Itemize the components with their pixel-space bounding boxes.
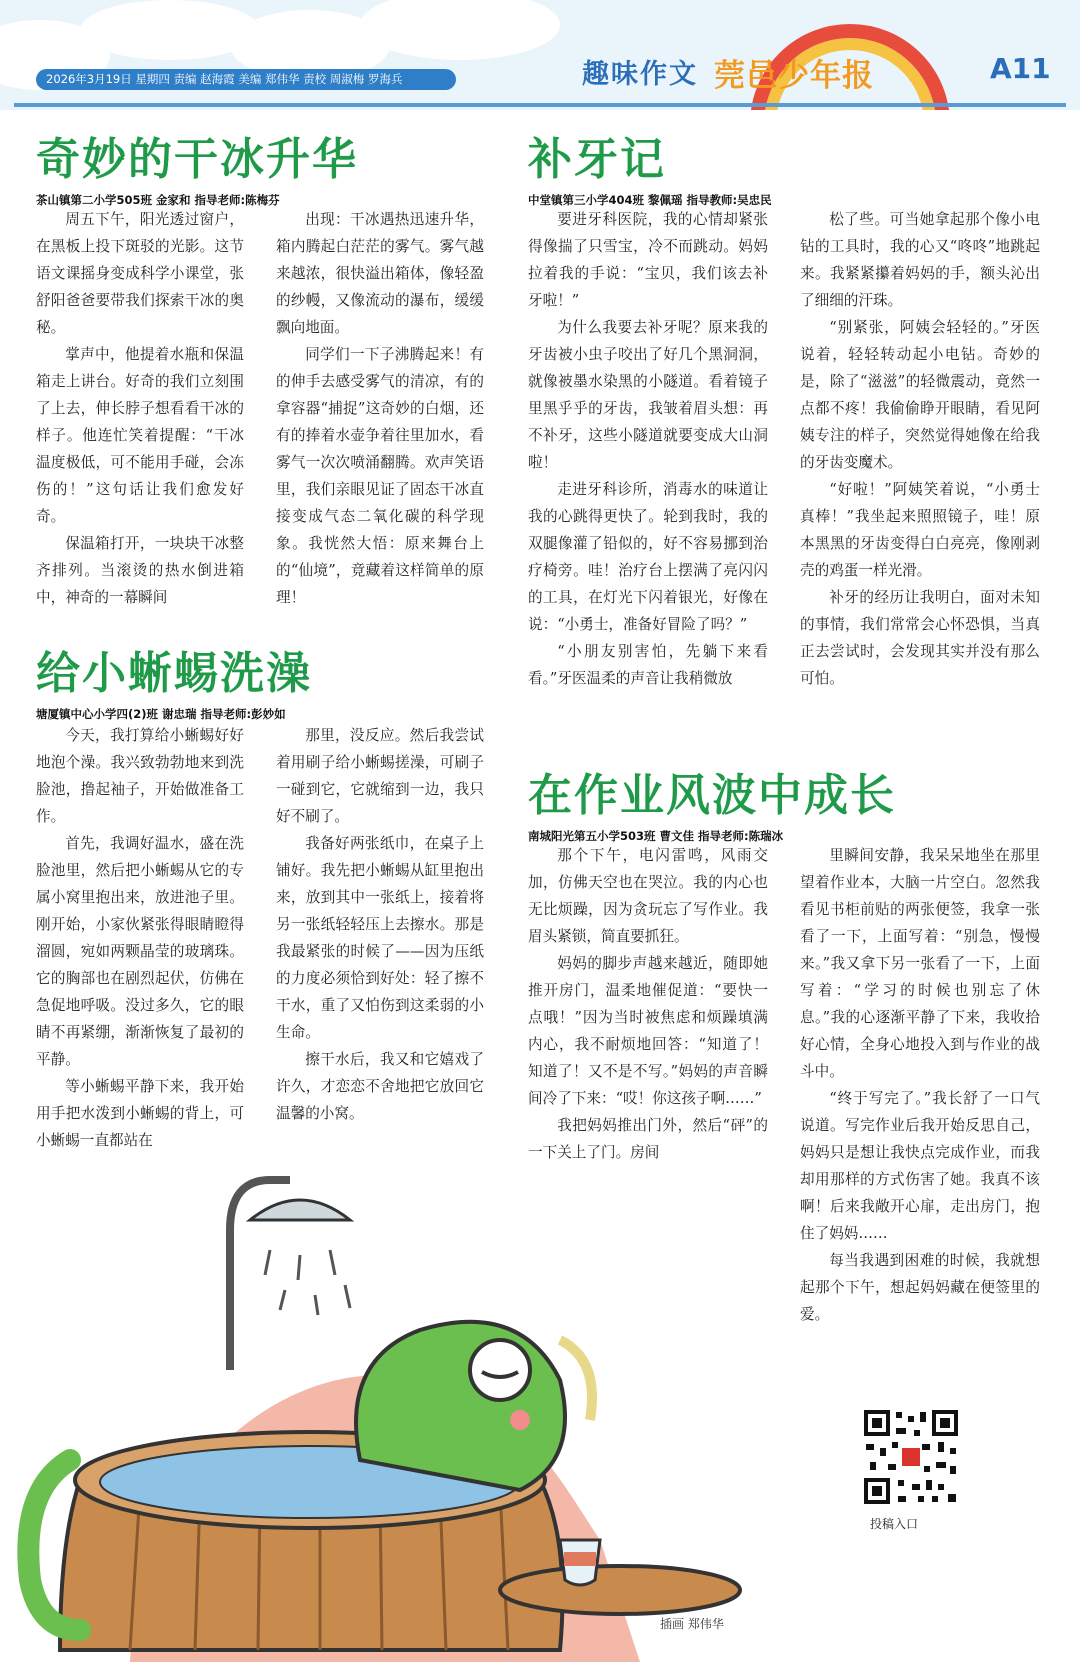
paragraph: 等小蜥蜴平静下来，我开始用手把水泼到小蜥蜴的背上，可小蜥蜴一直都站在: [36, 1078, 244, 1149]
body-column: [276, 722, 484, 1154]
juice: [564, 1552, 596, 1566]
article-byline: 茶山镇第二小学505班 金家和 指导老师:陈梅芬: [36, 193, 280, 207]
paragraph: 那里，没反应。然后我尝试着用刷子给小蜥蜴搓澡，可刷子一碰到它，它就缩到一边，我只好不刷了。: [276, 727, 484, 825]
cloud-decoration: [360, 0, 560, 60]
header-rule: [14, 103, 1066, 107]
side-table: [500, 1566, 740, 1614]
article-homework: [528, 770, 896, 844]
lizard-eye: [470, 1340, 530, 1400]
water-drops: [265, 1250, 350, 1315]
paragraph: 每当我遇到困难的时候，我就想起那个下午，想起妈妈藏在便签里的爱。: [800, 1252, 1040, 1323]
article-lizard-bath: [36, 648, 312, 722]
lizard-cheek: [510, 1410, 530, 1430]
paragraph: 里瞬间安静，我呆呆地坐在那里望着作业本，大脑一片空白。忽然我看见书柜前贴的两张便签，我拿一张看了一下，上面写着：“别急，慢慢来。”我又拿下另一张看了一下，上面写着：“学习的时候也别忘了休息。”我的心逐渐平静了下来，我收拾好心情，全身心地投入到与作业的战斗中。: [800, 847, 1040, 1080]
paragraph: 同学们一下子沸腾起来！有的伸手去感受雾气的清凉，有的拿容器“捕捉”这奇妙的白烟，还有的捧着水壶争着往里加水，看雾气一次次喷涌翻腾。欢声笑语里，我们亲眼见证了固态干冰直接变成气态二氧化碳的科学现象。我恍然大悟：原来舞台上的“仙境”，竟藏着这样简单的原理！: [276, 346, 484, 606]
issue-meta: 2026年3月19日 星期四 责编 赵海霞 美编 郑伟华 责校 周淑梅 罗海兵: [36, 69, 456, 90]
article-title: 在作业风波中成长: [528, 770, 896, 821]
body-column: [800, 206, 1040, 692]
illustration-caption: 插画 郑伟华: [660, 1617, 724, 1631]
paragraph: 掌声中，他提着水瓶和保温箱走上讲台。好奇的我们立刻围了上去，伸长脖子想看看干冰的样子。他连忙笑着提醒：“干冰温度极低，可不能用手碰，会冻伤的！”这句话让我们愈发好奇。: [36, 346, 244, 525]
body-column: [276, 206, 484, 611]
shower-head-icon: [250, 1200, 350, 1220]
body-column: [36, 206, 244, 611]
paragraph: 周五下午，阳光透过窗户，在黑板上投下斑驳的光影。这节语文课摇身变成科学小课堂，张舒阳爸爸要带我们探索干冰的奥秘。: [36, 211, 244, 336]
paragraph: 我备好两张纸巾，在桌子上铺好。我先把小蜥蜴从缸里抱出来，放到其中一张纸上，接着将另一张纸轻轻压上去擦水。那是我最紧张的时候了——因为压纸的力度必须恰到好处：轻了擦不干水，重了又怕伤到这柔弱的小生命。: [276, 835, 484, 1041]
paragraph: 我把妈妈推出门外，然后“砰”的一下关上了门。房间: [528, 1117, 768, 1161]
article-body: [36, 206, 484, 611]
paragraph: “好啦！”阿姨笑着说，“小勇士真棒！”我坐起来照照镜子，哇！原本黑黑的牙齿变得白白亮亮，像刚剥壳的鸡蛋一样光滑。: [800, 481, 1040, 579]
paragraph: 走进牙科诊所，消毒水的味道让我的心跳得更快了。轮到我时，我的双腿像灌了铅似的，好不容易挪到治疗椅旁。哇！治疗台上摆满了亮闪闪的工具，在灯光下闪着银光，好像在说：“小勇士，准备好冒险了吗？”: [528, 481, 768, 633]
article-title: 补牙记: [528, 134, 666, 185]
page-number: A11: [990, 52, 1051, 85]
qr-label: 投稿入口: [870, 1517, 919, 1531]
logo-badge-icon: [902, 1448, 920, 1466]
body-column: [36, 722, 244, 1154]
paragraph: 那个下午，电闪雷鸣，风雨交加，仿佛天空也在哭泣。我的内心也无比烦躁，因为贪玩忘了写作业。我眉头紧锁，简直要抓狂。: [528, 847, 768, 945]
paragraph: “别紧张，阿姨会轻轻的。”牙医说着，轻轻转动起小电钻。奇妙的是，除了“滋滋”的轻微震动，竟然一点都不疼！我偷偷睁开眼睛，看见阿姨专注的样子，突然觉得她像在给我的牙齿变魔术。: [800, 319, 1040, 471]
article-title: 奇妙的干冰升华: [36, 134, 358, 185]
paragraph: “小朋友别害怕，先躺下来看看。”牙医温柔的声音让我稍微放: [528, 643, 768, 687]
paragraph: 补牙的经历让我明白，面对未知的事情，我们常常会心怀恐惧，当真正去尝试时，会发现其实并没有那么可怕。: [800, 589, 1040, 687]
paragraph: 出现：干冰遇热迅速升华，箱内腾起白茫茫的雾气。雾气越来越浓，很快溢出箱体，像轻盈的纱幔，又像流动的瀑布，缓缓飘向地面。: [276, 211, 484, 336]
article-dry-ice: [36, 134, 358, 208]
article-body: [36, 722, 484, 1154]
article-body: [528, 206, 1040, 692]
article-byline: 中堂镇第三小学404班 黎佩瑶 指导教师:吴忠民: [528, 193, 772, 207]
article-byline: 南城阳光第五小学503班 曹文佳 指导老师:陈瑞冰: [528, 829, 784, 843]
paragraph: 今天，我打算给小蜥蜴好好地泡个澡。我兴致勃勃地来到洗脸池，撸起袖子，开始做准备工作。: [36, 727, 244, 825]
paragraph: “终于写完了。”我长舒了一口气说道。写完作业后我开始反思自己，妈妈只是想让我快点完成作业，而我却用那样的方式伤害了她。我真不该啊！后来我敞开心扉，走出房门，抱住了妈妈……: [800, 1090, 1040, 1242]
paragraph: 擦干水后，我又和它嬉戏了许久，才恋恋不舍地把它放回它温馨的小窝。: [276, 1051, 484, 1122]
paragraph: 妈妈的脚步声越来越近，随即她推开房门，温柔地催促道：“要快一点哦！”因为当时被焦虑和烦躁填满内心，我不耐烦地回答：“知道了！知道了！又不是不写。”妈妈的声音瞬间冷了下来：“哎！你这孩子啊……”: [528, 955, 768, 1107]
paragraph: 松了些。可当她拿起那个像小电钻的工具时，我的心又“咚咚”地跳起来。我紧紧攥着妈妈的手，额头沁出了细细的汗珠。: [800, 211, 1040, 309]
newspaper-brand: 莞邑少年报: [714, 58, 874, 94]
lizard-body: [356, 1322, 565, 1490]
article-tooth-filling: [528, 134, 772, 208]
paragraph: 为什么我要去补牙呢？原来我的牙齿被小虫子咬出了好几个黑洞洞，就像被墨水染黑的小隧道。看着镜子里黑乎乎的牙齿，我皱着眉头想：再不补牙，这些小隧道就要变成大山洞啦！: [528, 319, 768, 471]
paragraph: 首先，我调好温水，盛在洗脸池里，然后把小蜥蜴从它的专属小窝里抱出来，放进池子里。刚开始，小家伙紧张得眼睛瞪得溜圆，宛如两颗晶莹的玻璃珠。它的胸部也在剧烈起伏，仿佛在急促地呼吸。没过多久，它的眼睛不再紧绷，渐渐恢复了最初的平静。: [36, 835, 244, 1068]
body-column: [800, 842, 1040, 1328]
body-column: [528, 206, 768, 692]
masthead: [0, 0, 1080, 110]
article-title: 给小蜥蜴洗澡: [36, 648, 312, 699]
paragraph: 保温箱打开，一块块干冰整齐排列。当滚烫的热水倒进箱中，神奇的一幕瞬间: [36, 535, 244, 606]
lizard-bath-illustration: [0, 1160, 760, 1662]
paragraph: 要进牙科医院，我的心情却紧张得像揣了只雪宝，冷不而跳动。妈妈拉着我的手说：“宝贝，我们该去补牙啦！”: [528, 211, 768, 309]
article-byline: 塘厦镇中心小学四(2)班 谢忠瑞 指导老师:彭妙如: [36, 707, 286, 721]
section-name: 趣味作文: [582, 59, 698, 90]
qr-code[interactable]: [862, 1408, 960, 1506]
